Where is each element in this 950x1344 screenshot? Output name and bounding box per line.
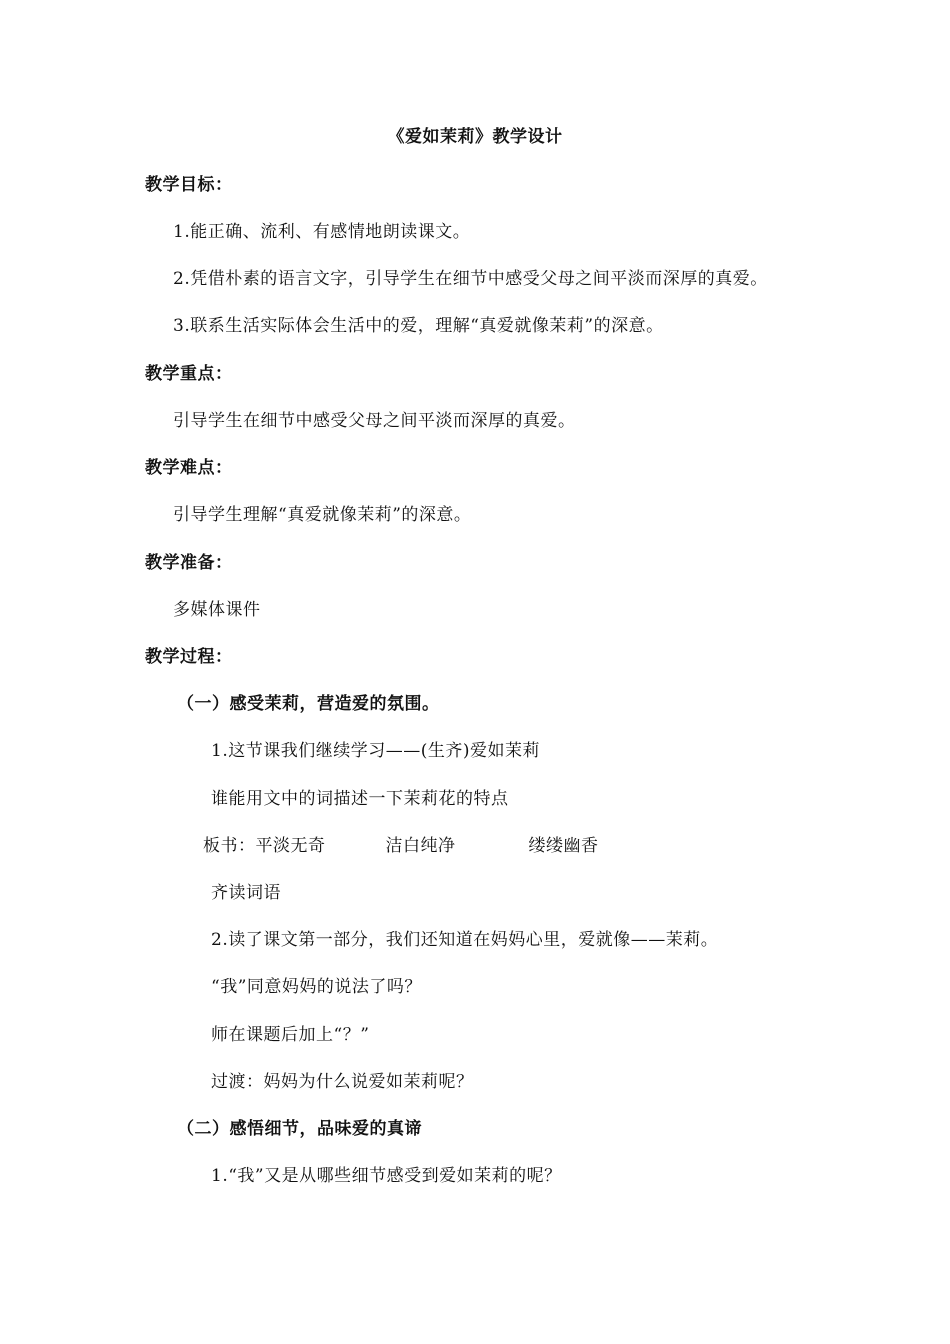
process-heading: 教学过程： — [145, 647, 233, 667]
section-1-line-1: 1.这节课我们继续学习——(生齐)爱如茉莉 — [211, 741, 540, 761]
section-1-line-4: 2.读了课文第一部分，我们还知道在妈妈心里，爱就像——茉莉。 — [211, 930, 719, 950]
section-1-line-5: “我”同意妈妈的说法了吗？ — [211, 977, 422, 997]
document-title: 《爱如茉莉》教学设计 — [387, 127, 563, 147]
goal-item-2: 2.凭借朴素的语言文字，引导学生在细节中感受父母之间平淡而深厚的真爱。 — [173, 269, 768, 289]
key-heading: 教学重点： — [145, 364, 233, 384]
section-1-heading: （一）感受茉莉，营造爱的氛围。 — [177, 694, 440, 714]
section-1-line-6: 师在课题后加上“？” — [211, 1025, 370, 1045]
board-label: 板书： — [203, 836, 256, 856]
board-word-2: 洁白纯净 — [385, 836, 456, 856]
section-2-heading: （二）感悟细节，品味爱的真谛 — [177, 1119, 422, 1139]
goal-item-1: 1.能正确、流利、有感情地朗读课文。 — [173, 222, 471, 242]
section-1-line-3: 齐读词语 — [211, 883, 281, 903]
goals-heading: 教学目标： — [145, 175, 233, 195]
section-2-line-1: 1.“我”又是从哪些细节感受到爱如茉莉的呢？ — [211, 1166, 562, 1186]
board-word-3: 缕缕幽香 — [528, 836, 599, 856]
prep-heading: 教学准备： — [145, 553, 233, 573]
key-text: 引导学生在细节中感受父母之间平淡而深厚的真爱。 — [173, 411, 576, 431]
section-1-line-2: 谁能用文中的词描述一下茉莉花的特点 — [211, 789, 509, 809]
board-word-1: 平淡无奇 — [255, 836, 326, 856]
goal-item-3: 3.联系生活实际体会生活中的爱，理解“真爱就像茉莉”的深意。 — [173, 316, 664, 336]
difficulty-text: 引导学生理解“真爱就像茉莉”的深意。 — [173, 505, 472, 525]
difficulty-heading: 教学难点： — [145, 458, 233, 478]
prep-text: 多媒体课件 — [173, 600, 261, 620]
board-writing — [203, 835, 599, 857]
section-1-line-7: 过渡：妈妈为什么说爱如茉莉呢？ — [211, 1072, 474, 1092]
